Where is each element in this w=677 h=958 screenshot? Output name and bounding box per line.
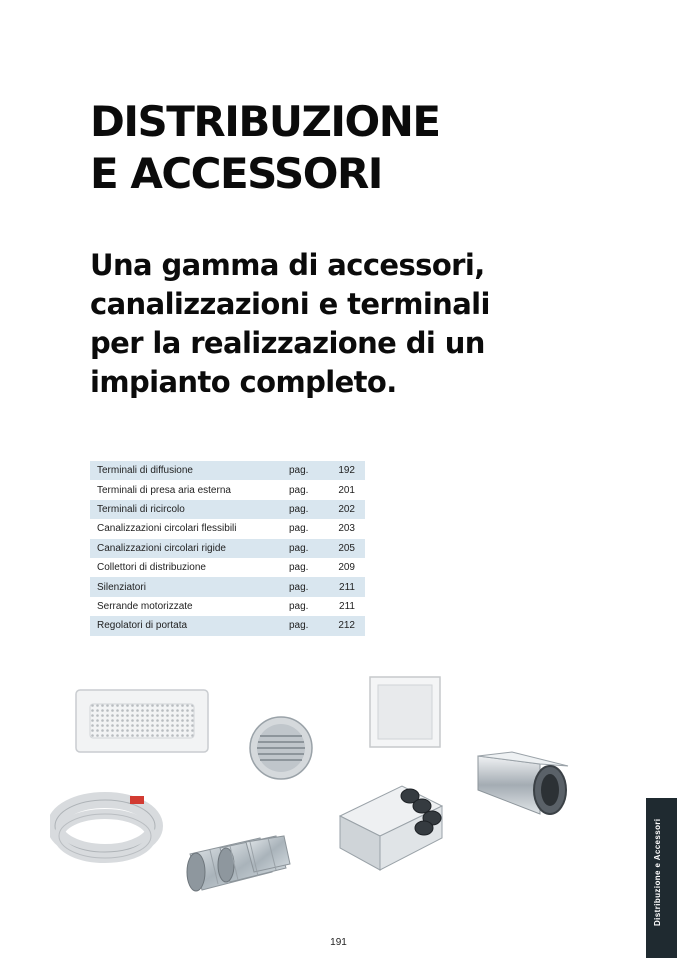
page-subtitle-line: canalizzazioni e terminali bbox=[90, 287, 490, 321]
toc-page: 211 bbox=[339, 600, 355, 612]
toc-label: Regolatori di portata bbox=[90, 616, 289, 635]
ceiling-diffuser-icon bbox=[370, 677, 440, 747]
page-title-line: E ACCESSORI bbox=[90, 149, 382, 198]
flexible-duct-coil-icon bbox=[55, 796, 155, 858]
toc-row[interactable] bbox=[90, 480, 365, 499]
page-subtitle bbox=[90, 246, 570, 402]
toc-pag: pag. bbox=[289, 523, 309, 535]
table-of-contents bbox=[90, 461, 365, 636]
toc-pag: pag. bbox=[289, 562, 309, 574]
toc-label: Terminali di ricircolo bbox=[90, 500, 289, 519]
toc-page: 202 bbox=[329, 500, 365, 519]
toc-label: Terminali di presa aria esterna bbox=[97, 484, 231, 496]
grille-icon bbox=[76, 690, 208, 752]
product-illustrations bbox=[50, 668, 610, 918]
page-number: 191 bbox=[330, 937, 347, 948]
page-title-line: DISTRIBUZIONE bbox=[90, 97, 440, 146]
round-louver-icon bbox=[250, 717, 312, 779]
page-subtitle-line: per la realizzazione di un bbox=[90, 326, 485, 360]
section-side-tab[interactable] bbox=[646, 798, 677, 958]
toc-row[interactable] bbox=[90, 539, 365, 558]
toc-row[interactable] bbox=[90, 597, 365, 616]
toc-row[interactable] bbox=[90, 500, 365, 519]
plenum-box-icon bbox=[340, 786, 442, 870]
spiral-duct-icon bbox=[187, 836, 290, 891]
toc-page: 212 bbox=[329, 616, 365, 635]
toc-label: Silenziatori bbox=[90, 577, 289, 596]
toc-pag: pag. bbox=[289, 539, 329, 558]
toc-pag: pag. bbox=[289, 484, 309, 496]
toc-page: 209 bbox=[338, 562, 355, 574]
toc-label: Terminali di diffusione bbox=[90, 461, 289, 480]
toc-row[interactable] bbox=[90, 461, 365, 480]
toc-page: 203 bbox=[338, 523, 355, 535]
toc-label: Canalizzazioni circolari flessibili bbox=[97, 523, 237, 535]
toc-page: 211 bbox=[329, 577, 365, 596]
toc-label: Serrande motorizzate bbox=[97, 600, 193, 612]
toc-row[interactable] bbox=[90, 519, 365, 538]
toc-pag: pag. bbox=[289, 577, 329, 596]
toc-page: 205 bbox=[329, 539, 365, 558]
toc-pag: pag. bbox=[289, 616, 329, 635]
section-side-tab-label: Distribuzione e Accessori bbox=[653, 818, 662, 926]
toc-page: 201 bbox=[338, 484, 355, 496]
toc-row[interactable] bbox=[90, 616, 365, 635]
toc-row[interactable] bbox=[90, 577, 365, 596]
toc-label: Canalizzazioni circolari rigide bbox=[90, 539, 289, 558]
page-subtitle-line: impianto completo. bbox=[90, 365, 397, 399]
silencer-icon bbox=[478, 752, 568, 814]
page-title bbox=[90, 96, 440, 200]
toc-page: 192 bbox=[329, 461, 365, 480]
toc-label: Collettori di distribuzione bbox=[97, 562, 206, 574]
toc-pag: pag. bbox=[289, 600, 309, 612]
toc-pag: pag. bbox=[289, 461, 329, 480]
page-subtitle-line: Una gamma di accessori, bbox=[90, 248, 485, 282]
toc-row[interactable] bbox=[90, 558, 365, 577]
toc-pag: pag. bbox=[289, 500, 329, 519]
